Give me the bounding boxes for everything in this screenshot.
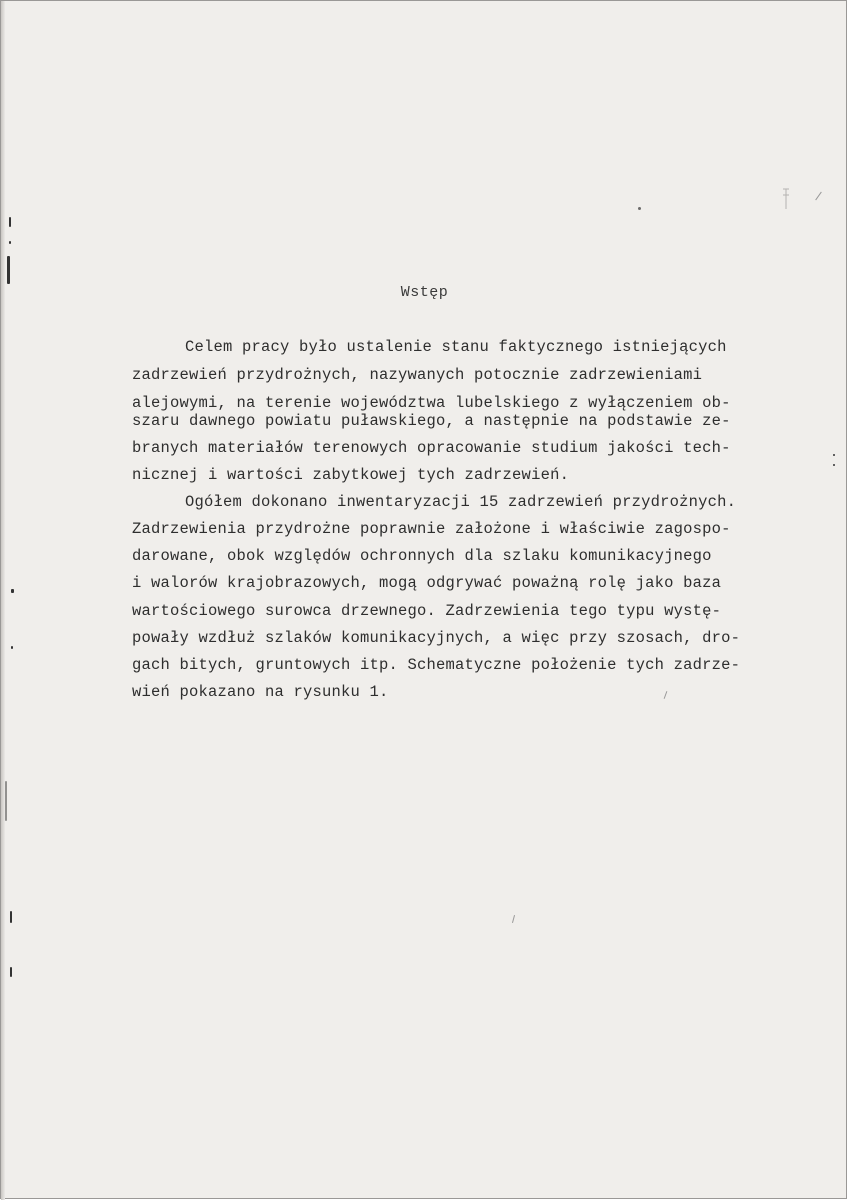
paragraph-line: zadrzewień przydrożnych, nazywanych potocznie zadrzewieniami bbox=[132, 366, 703, 384]
margin-mark bbox=[5, 781, 7, 821]
margin-mark bbox=[833, 464, 835, 466]
paragraph-line: nicznej i wartości zabytkowej tych zadrzewień. bbox=[132, 466, 570, 484]
paragraph-line: wień pokazano na rysunku 1. bbox=[132, 683, 389, 701]
paragraph-line: branych materiałów terenowych opracowanie studium jakości tech- bbox=[132, 439, 731, 457]
pencil-mark bbox=[815, 192, 822, 201]
margin-mark bbox=[9, 241, 11, 244]
page-title: Wstęp bbox=[400, 284, 449, 301]
margin-mark bbox=[833, 454, 835, 456]
margin-mark bbox=[11, 589, 14, 593]
paragraph-line: powały wzdłuż szlaków komunikacyjnych, a więc przy szosach, dro- bbox=[132, 629, 741, 647]
margin-mark bbox=[9, 217, 11, 227]
pencil-mark bbox=[664, 691, 668, 699]
paragraph-line: alejowymi, na terenie województwa lubelskiego z wyłączeniem ob- bbox=[132, 394, 731, 412]
paragraph-line: darowane, obok względów ochronnych dla szlaku komunikacyjnego bbox=[132, 547, 712, 565]
paragraph-line: Celem pracy było ustalenie stanu faktycznego istniejących bbox=[185, 338, 727, 356]
margin-mark bbox=[11, 646, 13, 649]
margin-mark bbox=[638, 207, 641, 210]
pencil-mark bbox=[512, 915, 515, 923]
margin-mark bbox=[10, 967, 12, 977]
paragraph-line: wartościowego surowca drzewnego. Zadrzewienia tego typu wystę- bbox=[132, 602, 722, 620]
page-left-edge bbox=[1, 1, 5, 1200]
paragraph-line: szaru dawnego powiatu puławskiego, a następnie na podstawie ze- bbox=[132, 412, 731, 430]
paragraph-line: Zadrzewienia przydrożne poprawnie założone i właściwie zagospo- bbox=[132, 520, 731, 538]
margin-mark bbox=[10, 911, 12, 923]
stamp-mark bbox=[781, 187, 791, 211]
paragraph-line: Ogółem dokonano inwentaryzacji 15 zadrzewień przydrożnych. bbox=[185, 493, 737, 511]
margin-mark bbox=[7, 256, 10, 284]
paragraph-line: gach bitych, gruntowych itp. Schematyczne położenie tych zadrze- bbox=[132, 656, 741, 674]
paragraph-line: i walorów krajobrazowych, mogą odgrywać poważną rolę jako baza bbox=[132, 574, 722, 592]
